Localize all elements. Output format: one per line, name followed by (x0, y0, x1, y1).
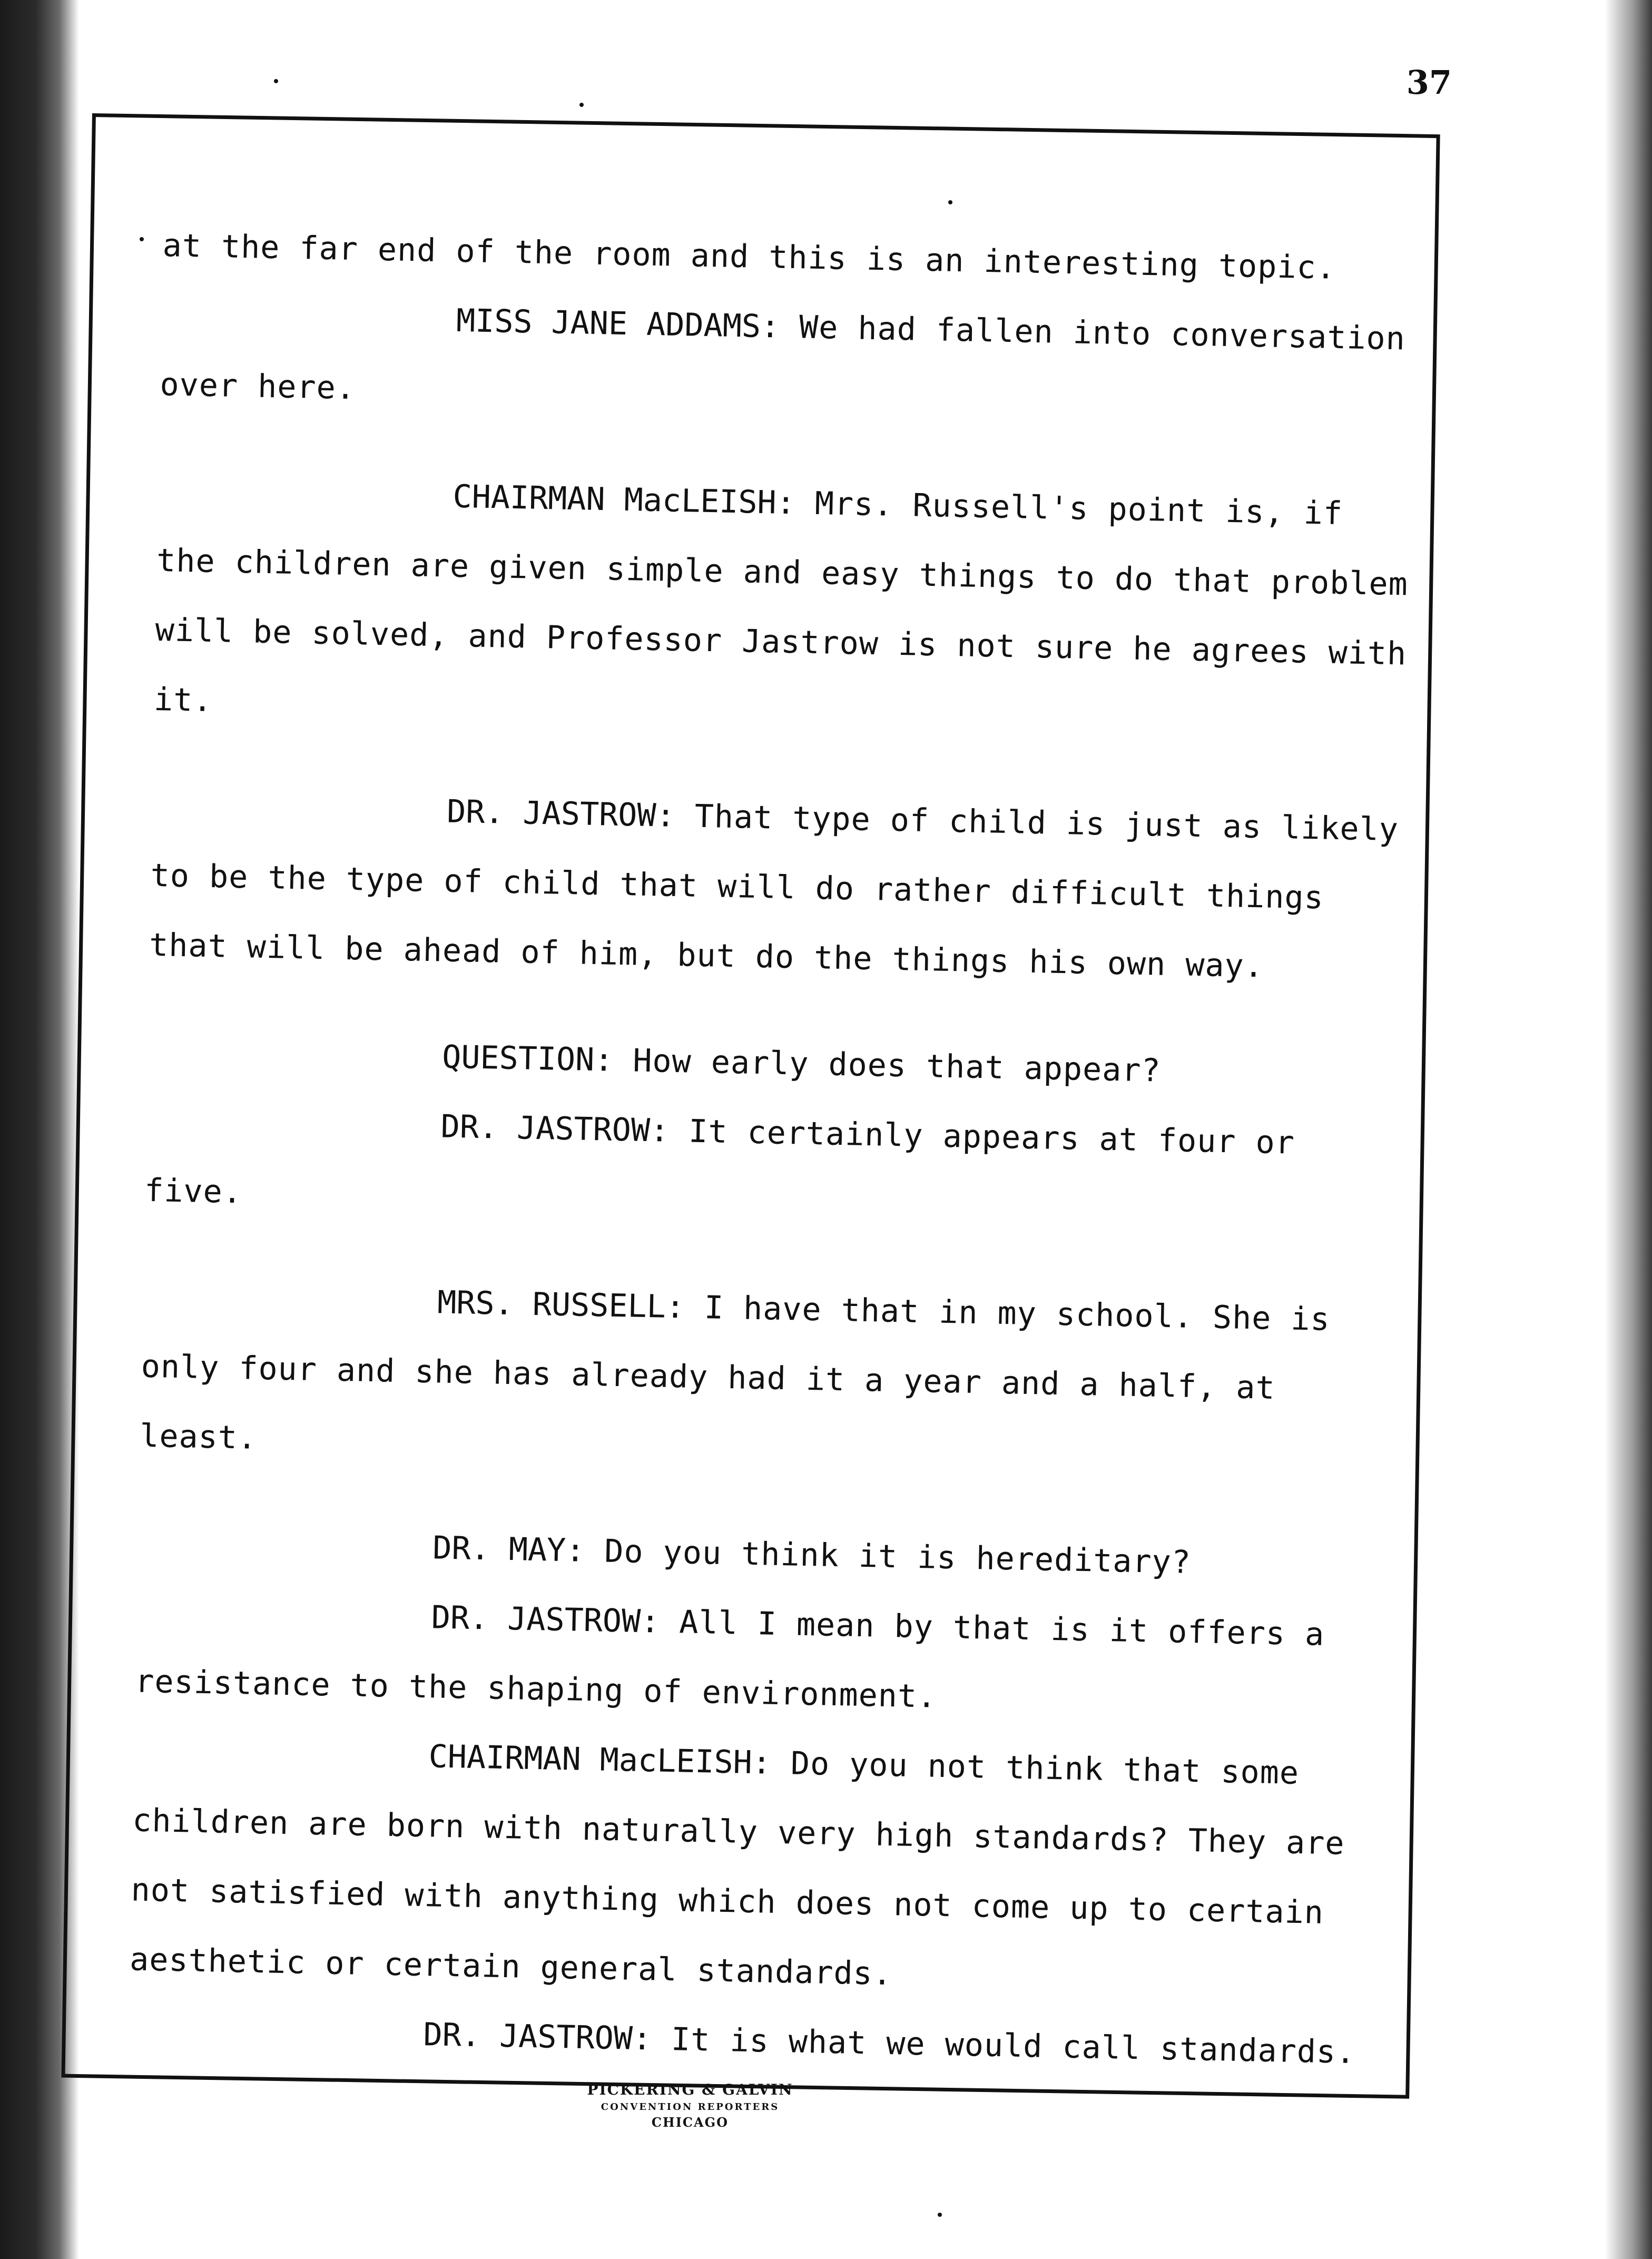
transcript-paragraph (134, 1577, 1391, 1741)
speaker-name: DR. JASTROW: (422, 2016, 652, 2058)
paragraph-text: We had fallen into conversation over here. (159, 309, 1406, 407)
scan-edge-right (1605, 0, 1652, 2259)
paragraph-text: It is what we would call standards. (671, 2021, 1356, 2071)
scan-speck (938, 2213, 942, 2217)
speaker-name: CHAIRMAN MacLEISH: (453, 478, 796, 522)
page-number: 37 (1406, 63, 1452, 102)
transcript-paragraph (159, 280, 1415, 444)
paragraph-text: I have that in my school. She is only four and she has already had it a year and a half, at least. (139, 1289, 1331, 1457)
transcript-paragraph (129, 1716, 1388, 2018)
paragraph-text: at the far end of the room and this is an interesting topic. (162, 227, 1336, 287)
paragraph-text: It certainly appears at four or five. (144, 1113, 1295, 1211)
transcript-paragraph (153, 456, 1412, 759)
speaker-name: MISS JANE ADDAMS: (456, 302, 780, 346)
reporter-footer (548, 2081, 832, 2130)
footer-city: CHICAGO (651, 2115, 729, 2130)
transcript-paragraph (144, 1086, 1400, 1250)
speaker-name: DR. JASTROW: (431, 1599, 660, 1641)
paragraph-text: Do you not think that some children are born with naturally very high standards? They are not satisfied with anything which does not come up to certain aesthetic or certain general standards. (129, 1745, 1345, 1993)
speaker-name: CHAIRMAN MacLEISH: (428, 1738, 772, 1782)
paragraph-text: That type of child is just as likely to be the type of child that will do rather difficult things that will be ahead of him, but do the things his own way. (149, 798, 1399, 985)
speaker-name: DR. JASTROW: (446, 793, 676, 834)
scan-speck (948, 200, 952, 204)
paragraph-text: Do you think it is hereditary? (604, 1533, 1192, 1581)
paragraph-text: All I mean by that is it offers a resistance to the shaping of environment. (134, 1604, 1325, 1715)
paragraph-text: How early does that appear? (632, 1042, 1162, 1089)
footer-firm-role: CONVENTION REPORTERS (601, 2101, 780, 2113)
speaker-name: MRS. RUSSELL: (437, 1284, 685, 1326)
speaker-name: DR. JASTROW: (440, 1108, 670, 1150)
paragraph-text: Mrs. Russell's point is, if the children are given simple and easy things to do that problem will be solved, and Professor Jastrow is not sure he agrees with it. (153, 485, 1409, 719)
footer-firm-name: PICKERING & GALVIN (587, 2081, 793, 2098)
speaker-name: QUESTION: (441, 1038, 614, 1079)
scan-speck (274, 79, 278, 83)
transcript-paragraph (149, 771, 1406, 1004)
scan-speck (579, 103, 584, 107)
transcript-paragraph (139, 1262, 1397, 1495)
speaker-name: DR. MAY: (432, 1529, 585, 1569)
scan-speck (140, 237, 144, 241)
transcript-body (127, 211, 1417, 2088)
